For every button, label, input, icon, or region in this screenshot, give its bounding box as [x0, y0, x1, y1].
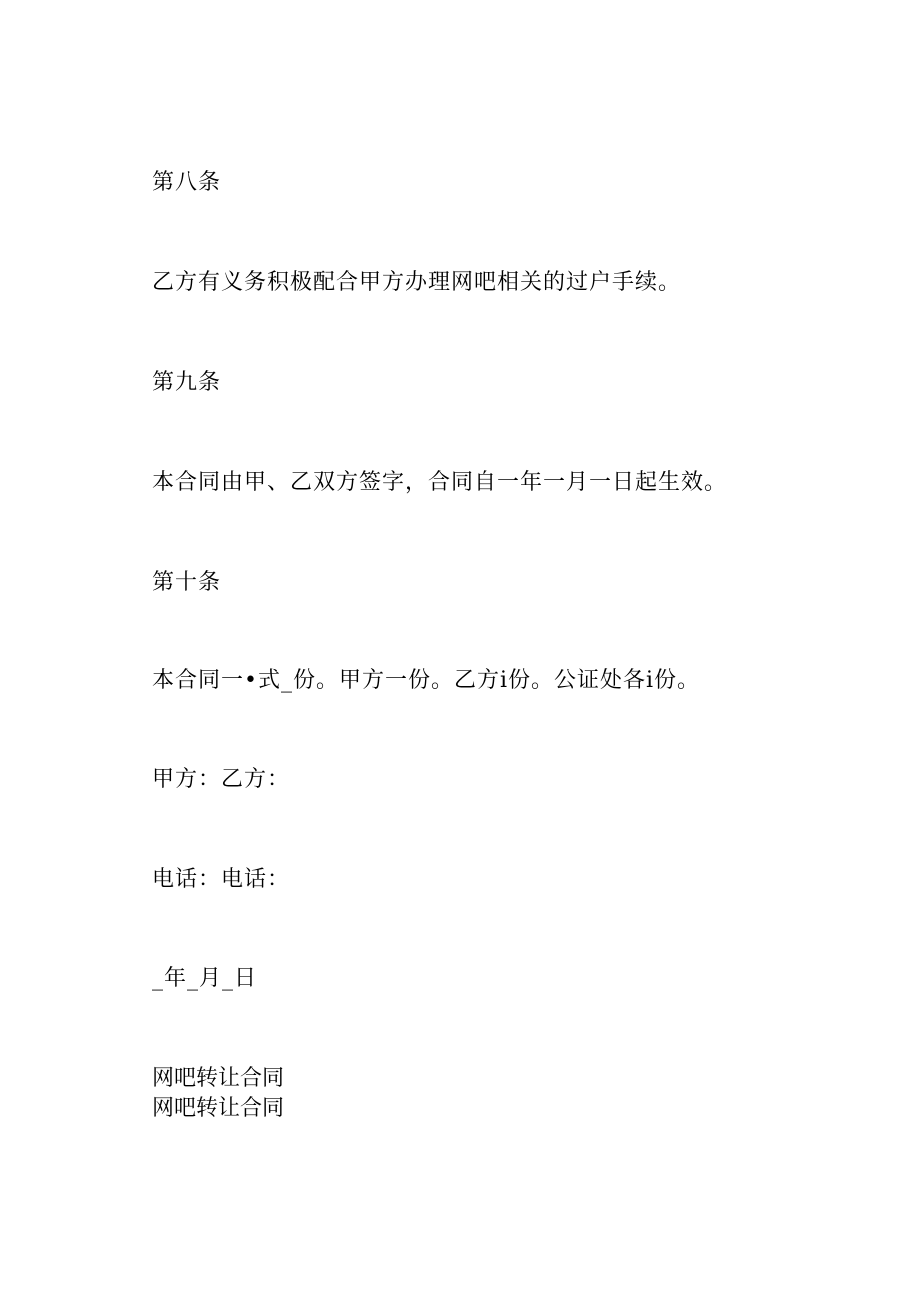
article-eight-heading: 第八条	[152, 170, 222, 195]
party-signature-line: 甲方：乙方：	[152, 767, 291, 792]
date-line: _年_月_日	[152, 966, 258, 991]
article-eight-text: 乙方有义务积极配合甲方办理网吧相关的过户手续。	[152, 270, 682, 295]
article-ten-heading: 第十条	[152, 570, 222, 595]
document-footer-title: 网吧转让合同	[152, 1066, 285, 1091]
document-footer-title-repeat: 网吧转让合同	[152, 1096, 285, 1121]
article-nine-heading: 第九条	[152, 370, 222, 395]
article-nine-text: 本合同由甲、乙双方签字，合同自一年一月一日起生效。	[152, 470, 728, 495]
phone-line: 电话：电话：	[152, 867, 291, 892]
article-ten-text: 本合同一•式_份。甲方一份。乙方i份。公证处各i份。	[152, 668, 701, 693]
